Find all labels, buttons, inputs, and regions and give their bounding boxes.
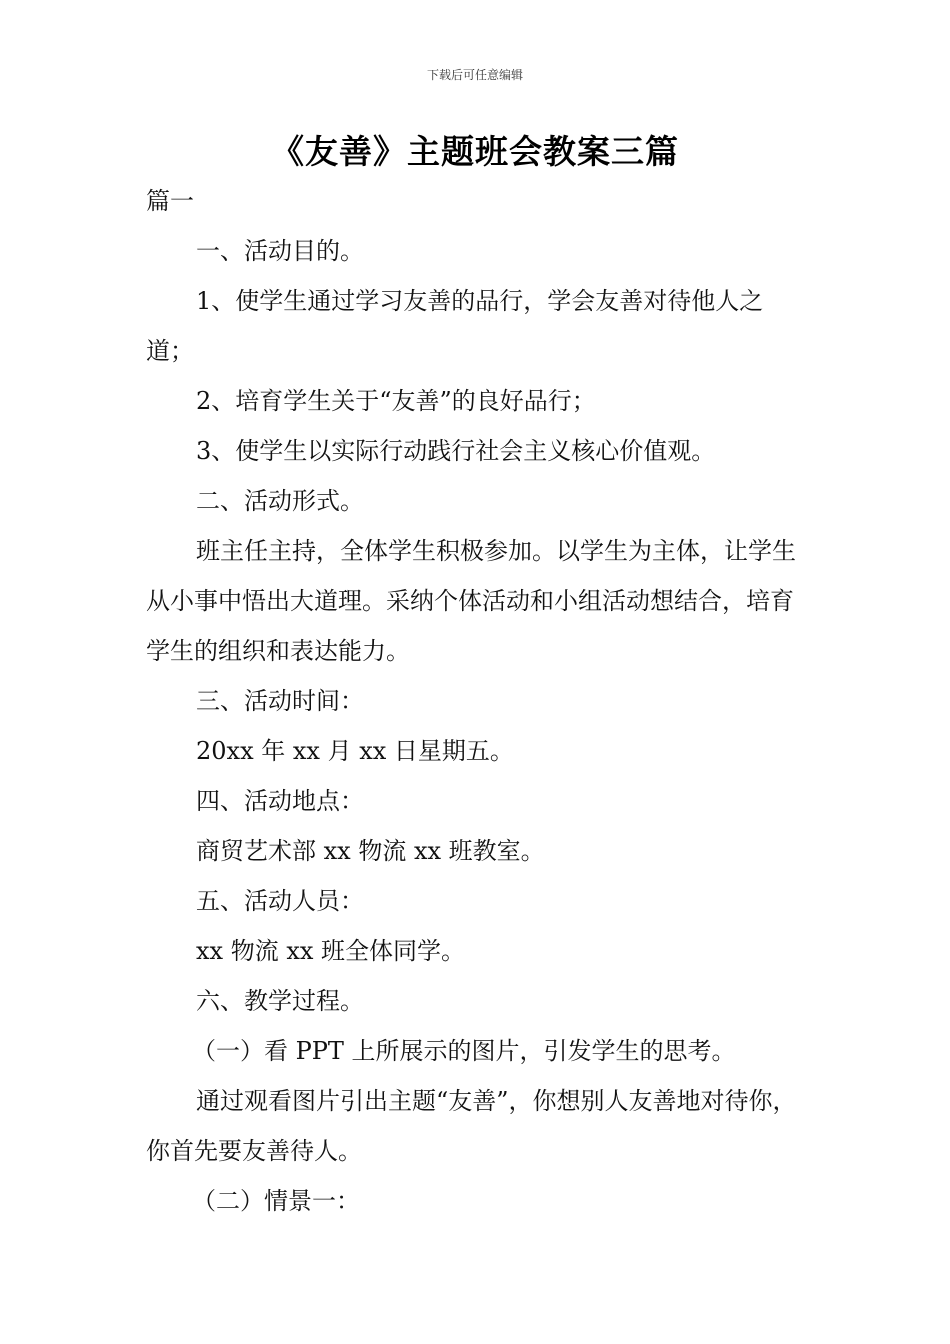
heading-activity-form: 二、活动形式。 — [196, 487, 364, 515]
heading-activity-goal: 一、活动目的。 — [196, 237, 364, 265]
activity-people-text: xx 物流 xx 班全体同学。 — [196, 937, 466, 965]
section-label: 篇一 — [146, 187, 194, 215]
document-title: 《友善》主题班会教案三篇 — [271, 132, 679, 171]
goal-item-3: 3、使学生以实际行动践行社会主义核心价值观。 — [196, 437, 716, 465]
heading-teaching-process: 六、教学过程。 — [196, 987, 364, 1015]
goal-item-2: 2、培育学生关于“友善”的良好品行； — [196, 387, 596, 415]
process-step-1: （一）看 PPT 上所展示的图片，引发学生的思考。 — [192, 1037, 736, 1065]
heading-activity-time: 三、活动时间： — [196, 687, 364, 715]
process-step-1-text: 通过观看图片引出主题“友善”，你想别人友善地对待你，你首先要友善待人。 — [146, 1087, 797, 1165]
heading-activity-place: 四、活动地点： — [196, 787, 364, 815]
heading-activity-people: 五、活动人员： — [196, 887, 364, 915]
document-body — [146, 176, 808, 1226]
process-step-2: （二）情景一： — [192, 1187, 360, 1215]
goal-item-1: 1、使学生通过学习友善的品行，学会友善对待他人之道； — [146, 287, 764, 365]
activity-form-text: 班主任主持，全体学生积极参加。以学生为主体，让学生从小事中悟出大道理。采纳个体活动和小组活动想结合，培育学生的组织和表达能力。 — [146, 537, 796, 665]
activity-time-text: 20xx 年 xx 月 xx 日星期五。 — [196, 737, 514, 765]
activity-place-text: 商贸艺术部 xx 物流 xx 班教室。 — [196, 837, 545, 865]
header-note: 下载后可任意编辑 — [426, 68, 523, 82]
